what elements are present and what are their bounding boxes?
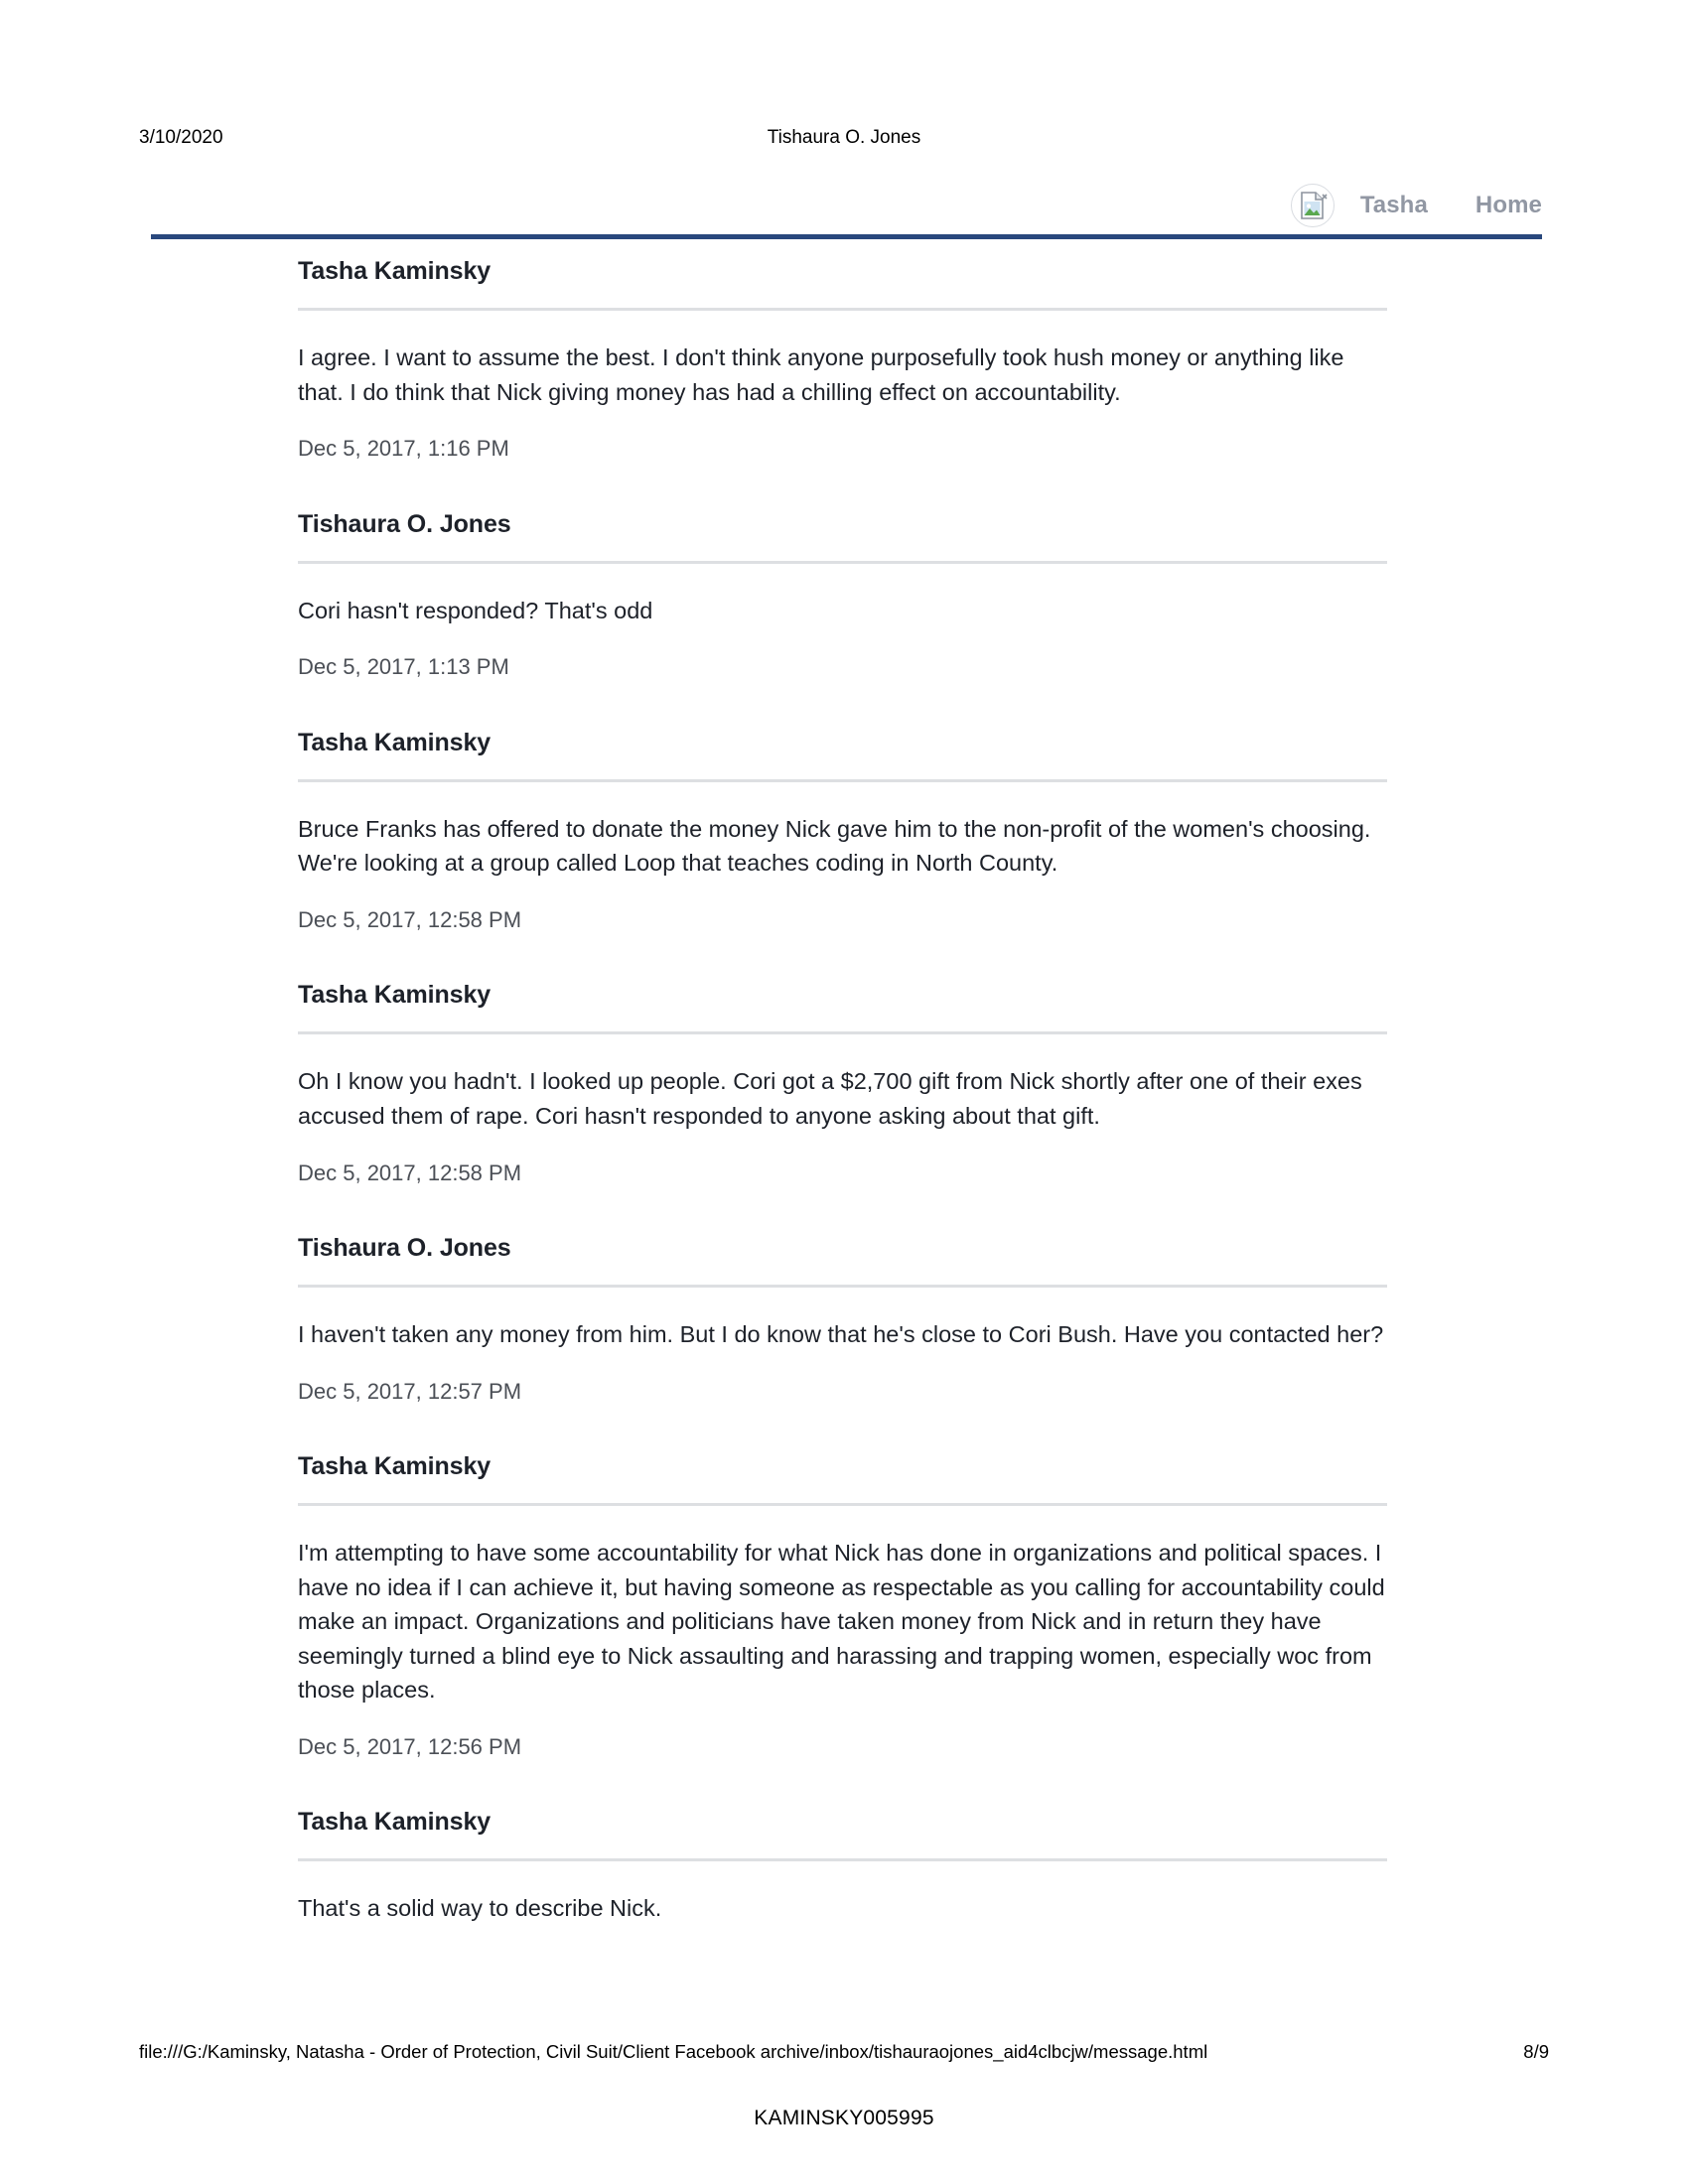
- message-author: Tasha Kaminsky: [298, 981, 492, 1010]
- print-header-title: Tishaura O. Jones: [767, 127, 921, 148]
- message-body: I'm attempting to have some accountability for what Nick has done in organizations and political spaces. I have no idea if I can achieve it, but having someone as respectable as you calling for accountability could make an impact. Organizations and politicians have taken money from Nick and in return they have seemingly turned a blind eye to Nick assaulting and harassing and trapping women, especially woc from those places.: [298, 1540, 1385, 1704]
- message-timestamp: Dec 5, 2017, 1:13 PM: [298, 654, 509, 680]
- print-footer-url: file:///G:/Kaminsky, Natasha - Order of Protection, Civil Suit/Client Facebook archive/inbox/tishauraojones_aid4clbcjw/message.html: [139, 2041, 1208, 2062]
- message-divider: [298, 1858, 1387, 1861]
- nav-home-link[interactable]: Home: [1475, 192, 1542, 218]
- message-item: [298, 980, 1387, 1187]
- message-divider: [298, 1503, 1387, 1506]
- message-timestamp: Dec 5, 2017, 12:58 PM: [298, 1160, 522, 1185]
- print-header-date: 3/10/2020: [139, 127, 223, 148]
- message-divider: [298, 1031, 1387, 1034]
- print-footer: [0, 2041, 1688, 2067]
- message-author: Tasha Kaminsky: [298, 257, 492, 285]
- message-divider: [298, 779, 1387, 782]
- message-item: [298, 509, 1387, 682]
- message-timestamp: Dec 5, 2017, 12:57 PM: [298, 1378, 522, 1404]
- message-item: [298, 256, 1387, 464]
- nav-profile-link[interactable]: Tasha: [1359, 192, 1428, 218]
- print-header: [0, 127, 1688, 153]
- message-item: [298, 728, 1387, 935]
- print-footer-page-number: 8/9: [1523, 2041, 1549, 2062]
- message-author: Tasha Kaminsky: [298, 728, 492, 756]
- message-item: [298, 1233, 1387, 1406]
- message-author: Tasha Kaminsky: [298, 1452, 492, 1481]
- message-author: Tasha Kaminsky: [298, 1808, 492, 1837]
- message-body: Bruce Franks has offered to donate the money Nick gave him to the non-profit of the women's choosing. We're looking at a group called Loop that teaches coding in North County.: [298, 815, 1371, 877]
- message-item: [298, 1451, 1387, 1761]
- message-body: I haven't taken any money from him. But I do know that he's close to Cori Bush. Have you contacted her?: [298, 1321, 1384, 1348]
- message-body: That's a solid way to describe Nick.: [298, 1895, 662, 1922]
- nav-right-group: [1291, 182, 1542, 229]
- bates-stamp: KAMINSKY005995: [754, 2107, 934, 2129]
- message-divider: [298, 308, 1387, 311]
- message-item: [298, 1807, 1387, 1926]
- message-body: I agree. I want to assume the best. I don't think anyone purposefully took hush money or anything like that. I do think that Nick giving money has had a chilling effect on accountability.: [298, 344, 1344, 405]
- message-timestamp: Dec 5, 2017, 1:16 PM: [298, 436, 509, 462]
- broken-image-icon: [1291, 184, 1335, 227]
- message-body: Oh I know you hadn't. I looked up people. Cori got a $2,700 gift from Nick shortly after one of their exes accused them of rape. Cori hasn't responded to anyone asking about that gift.: [298, 1068, 1362, 1129]
- site-nav-bar: [151, 182, 1542, 239]
- message-body: Cori hasn't responded? That's odd: [298, 597, 653, 623]
- message-thread: [298, 256, 1387, 1952]
- message-divider: [298, 1285, 1387, 1288]
- message-timestamp: Dec 5, 2017, 12:56 PM: [298, 1733, 522, 1759]
- message-timestamp: Dec 5, 2017, 12:58 PM: [298, 906, 522, 932]
- message-divider: [298, 561, 1387, 564]
- message-author: Tishaura O. Jones: [298, 509, 511, 538]
- message-author: Tishaura O. Jones: [298, 1234, 511, 1263]
